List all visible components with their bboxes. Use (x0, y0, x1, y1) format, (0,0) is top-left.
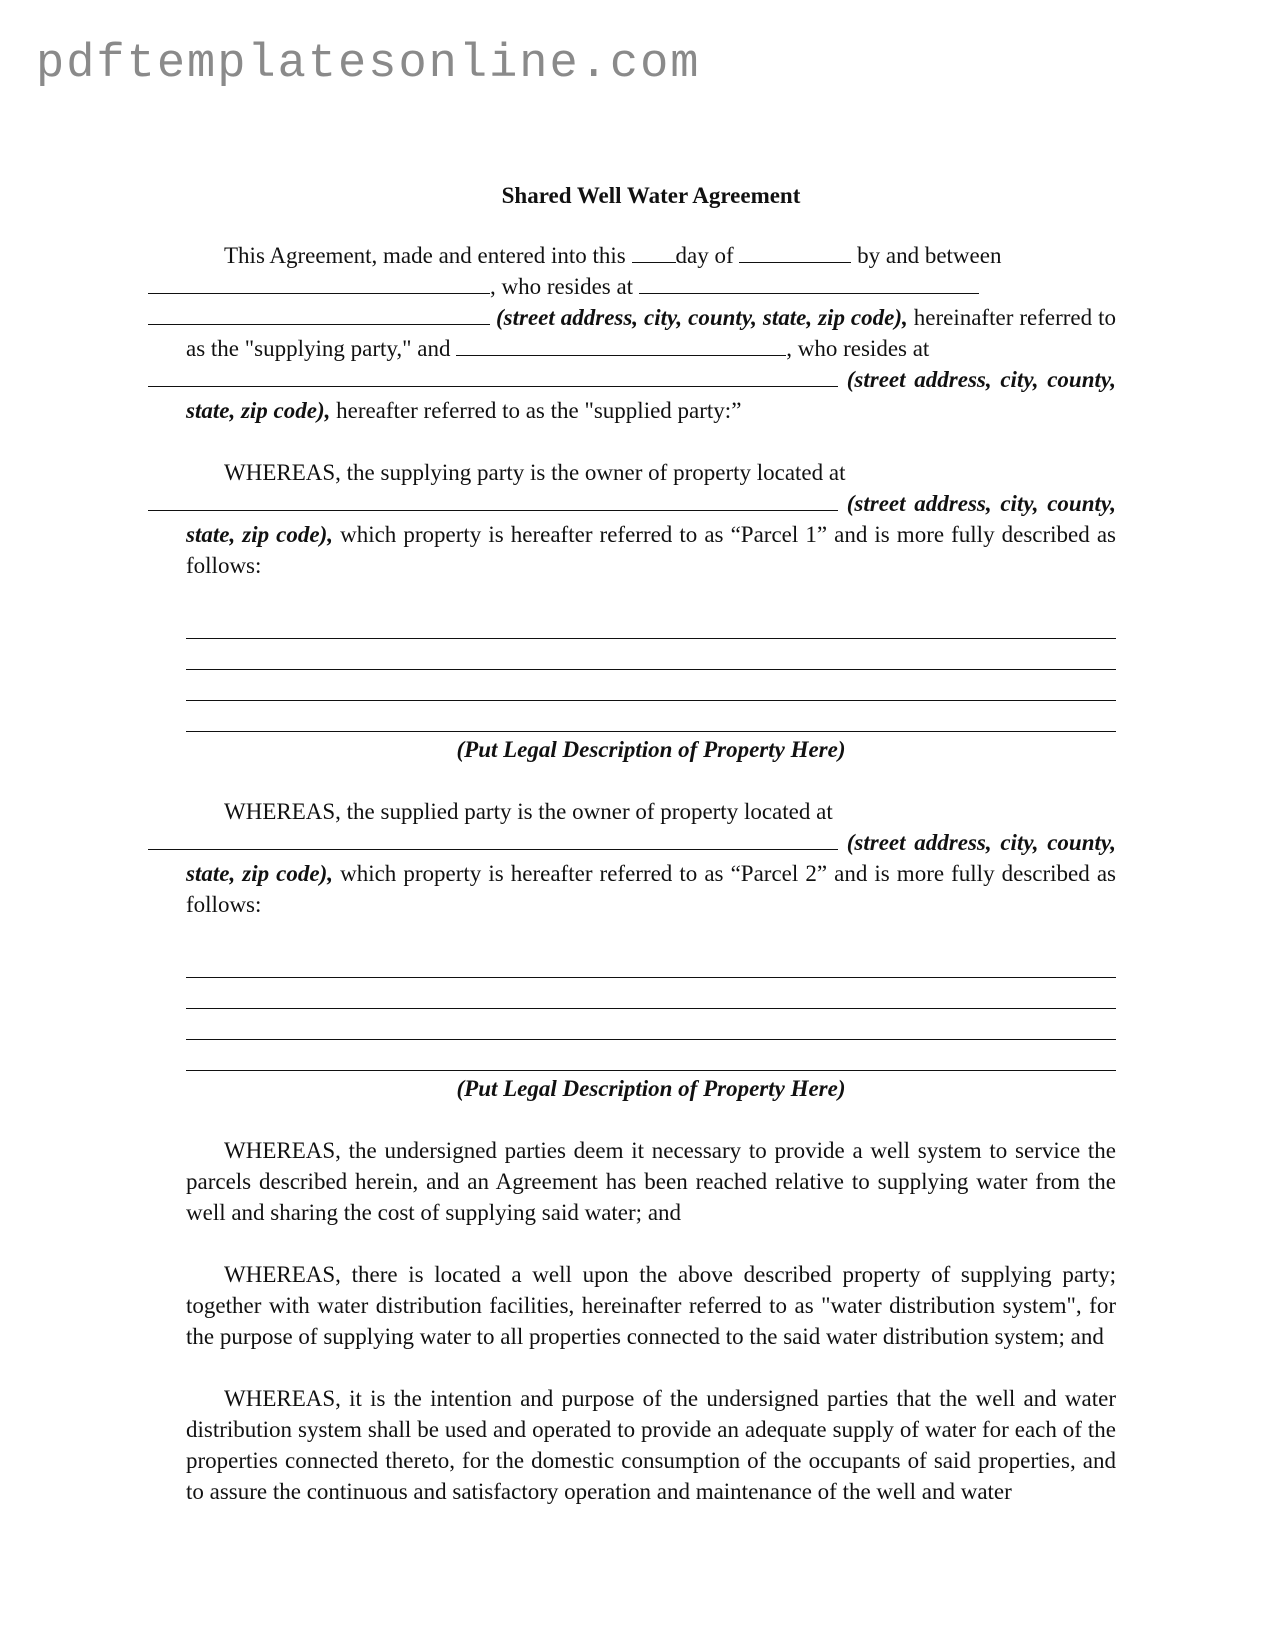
document-title: Shared Well Water Agreement (501, 183, 801, 208)
day-blank[interactable] (632, 240, 676, 263)
legal-description-line[interactable] (186, 639, 1116, 670)
parcel-1-paragraph (186, 457, 1116, 581)
legal-description-line[interactable] (186, 947, 1116, 978)
address-hint: (street address, city, county, state, zip code), (186, 491, 1116, 547)
text-segment: , who resides at (490, 274, 639, 299)
text-segment: WHEREAS, the supplying party is the owner of property located at (224, 460, 846, 485)
text-segment: which property is hereafter referred to as “Parcel 2” and is more fully described as follows: (186, 861, 1116, 917)
parcel-2-address-blank[interactable] (148, 827, 838, 850)
whereas-intention-paragraph: WHEREAS, it is the intention and purpose of the undersigned parties that the well and water distribution system shall be used and operated to provide an adequate supply of water for each of the properties connected thereto, for the domestic consumption of the occupants of said properties, and to assure the continuous and satisfactory operation and maintenance of the well and water (186, 1386, 1116, 1504)
supplied-party-address-blank[interactable] (148, 364, 838, 387)
text-segment: hereafter referred to as the "supplied party:” (330, 398, 742, 423)
legal-description-line[interactable] (186, 701, 1116, 732)
legal-description-line[interactable] (186, 608, 1116, 639)
parties-paragraph (186, 240, 1116, 426)
whereas-well-system-paragraph: WHEREAS, the undersigned parties deem it necessary to provide a well system to service the parcels described herein, and an Agreement has been reached relative to supplying water from the well and sharing the cost of supplying said water; and (186, 1138, 1116, 1225)
address-hint: (street address, city, county, state, zip code), (186, 830, 1116, 886)
text-segment: by and between (851, 243, 1002, 268)
parcel-2-legal-description (186, 947, 1116, 1104)
text-segment: This Agreement, made and entered into this (224, 243, 632, 268)
legal-description-line[interactable] (186, 670, 1116, 701)
legal-description-caption: (Put Legal Description of Property Here) (456, 737, 846, 762)
month-blank[interactable] (739, 240, 851, 263)
address-hint: (street address, city, county, state, zip code), (186, 367, 1116, 423)
legal-description-caption: (Put Legal Description of Property Here) (456, 1076, 846, 1101)
text-segment: hereinafter referred to as the "supplying party," and (186, 305, 1116, 361)
text-segment: , who resides at (786, 336, 930, 361)
parcel-1-address-blank[interactable] (148, 488, 838, 511)
legal-description-line[interactable] (186, 1040, 1116, 1071)
watermark: pdftemplatesonline.com (36, 38, 701, 91)
text-segment: which property is hereafter referred to as “Parcel 1” and is more fully described as follows: (186, 522, 1116, 578)
supplying-party-address-blank-1[interactable] (639, 271, 979, 294)
address-hint: (street address, city, county, state, zip code), (490, 305, 908, 330)
supplying-party-name-blank[interactable] (148, 271, 490, 294)
supplied-party-name-blank[interactable] (456, 333, 786, 356)
parcel-1-legal-description (186, 608, 1116, 765)
parcel-2-paragraph (186, 796, 1116, 920)
agreement-document (186, 180, 1116, 1538)
supplying-party-address-blank-2[interactable] (148, 302, 490, 325)
text-segment: day of (675, 243, 740, 268)
legal-description-line[interactable] (186, 978, 1116, 1009)
whereas-well-location-paragraph: WHEREAS, there is located a well upon the above described property of supplying party; together with water distribution facilities, hereinafter referred to as "water distribution system", for the purpose of supplying water to all properties connected to the said water distribution system; and (186, 1262, 1116, 1349)
text-segment: WHEREAS, the supplied party is the owner of property located at (224, 799, 833, 824)
legal-description-line[interactable] (186, 1009, 1116, 1040)
